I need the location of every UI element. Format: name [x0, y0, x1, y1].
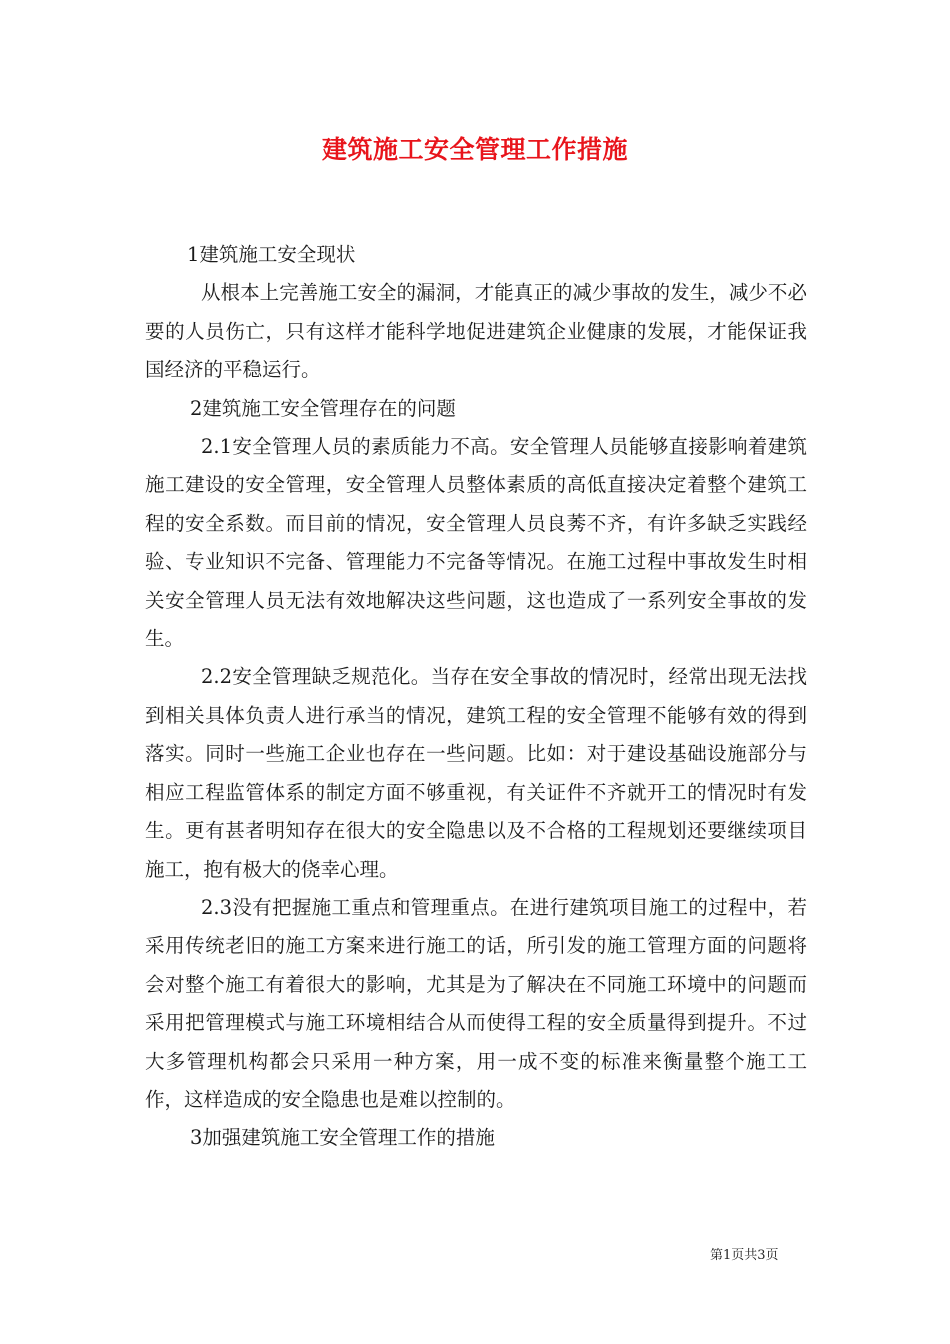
body-paragraph: 从根本上完善施工安全的漏洞，才能真正的减少事故的发生，减少不必要的人员伤亡，只有这样才能科学地促进建筑企业健康的发展，才能保证我国经济的平稳运行。: [145, 281, 807, 382]
body-paragraph: 2.3没有把握施工重点和管理重点。在进行建筑项目施工的过程中，若采用传统老旧的施工方案来进行施工的话，所引发的施工管理方面的问题将会对整个施工有着很大的影响，尤其是为了解决在不同施工环境中的问题而采用把管理模式与施工环境相结合从而使得工程的安全质量得到提升。不过大多管理机构都会只采用一种方案，用一成不变的标准来衡量整个施工工作，这样造成的安全隐患也是难以控制的。: [145, 895, 807, 1111]
section-heading: 1建筑施工安全现状: [187, 243, 356, 266]
section-heading: 3加强建筑施工安全管理工作的措施: [190, 1126, 495, 1150]
document-title: 建筑施工安全管理工作措施: [321, 135, 628, 164]
section-heading: 2建筑施工安全管理存在的问题: [190, 396, 456, 420]
body-paragraph: 2.2安全管理缺乏规范化。当存在安全事故的情况时，经常出现无法找到相关具体负责人进行承当的情况，建筑工程的安全管理不能够有效的得到落实。同时一些施工企业也存在一些问题。比如：对于建设基础设施部分与相应工程监管体系的制定方面不够重视，有关证件不齐就开工的情况时有发生。更有甚者明知存在很大的安全隐患以及不合格的工程规划还要继续项目施工，抱有极大的侥幸心理。: [145, 665, 807, 881]
body-paragraph: 2.1安全管理人员的素质能力不高。安全管理人员能够直接影响着建筑施工建设的安全管理，安全管理人员整体素质的高低直接决定着整个建筑工程的安全系数。而目前的情况，安全管理人员良莠不齐，有许多缺乏实践经验、专业知识不完备、管理能力不完备等情况。在施工过程中事故发生时相关安全管理人员无法有效地解决这些问题，这也造成了一系列安全事故的发生。: [145, 435, 807, 651]
page-number: 第1页共3页: [710, 1248, 779, 1263]
document-body: [145, 236, 807, 1158]
